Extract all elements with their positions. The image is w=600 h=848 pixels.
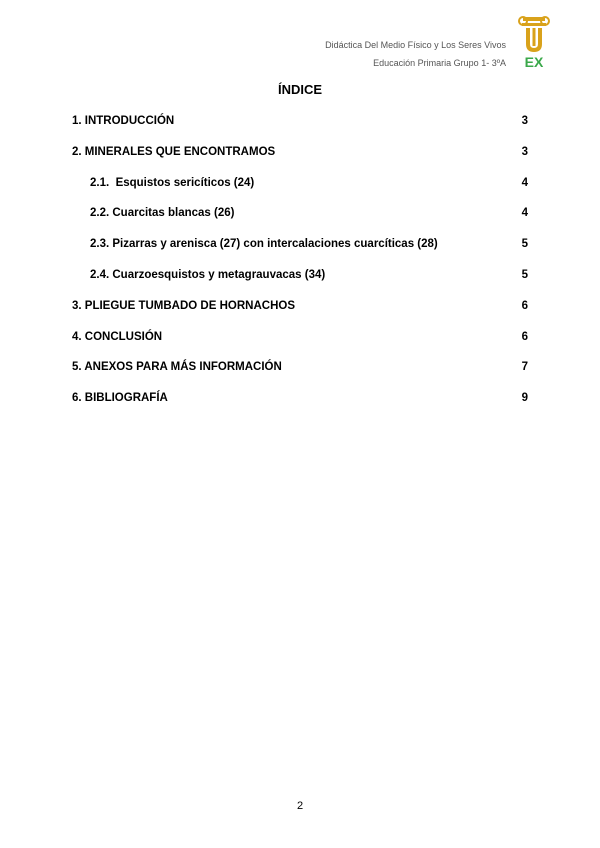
page-header: [325, 36, 506, 72]
toc-entry-page: 6: [521, 330, 528, 343]
header-group: Educación Primaria Grupo 1- 3ºA: [373, 58, 506, 68]
toc-entry-page: 5: [521, 238, 528, 251]
toc-entry-label: 3. PLIEGUE TUMBADO DE HORNACHOS: [72, 299, 295, 312]
toc-entry-page: 7: [521, 361, 528, 374]
toc-entry-page: 4: [521, 207, 528, 220]
toc-entry-label: 2.2. Cuarcitas blancas (26): [90, 207, 235, 220]
toc-entry[interactable]: [72, 300, 528, 331]
toc-entry[interactable]: [72, 115, 528, 146]
uex-logo-icon: [516, 14, 552, 70]
toc-entry-page: 3: [521, 145, 528, 158]
toc-entry[interactable]: [72, 331, 528, 362]
toc-entry-label: 2. MINERALES QUE ENCONTRAMOS: [72, 145, 276, 158]
toc-entry-page: 5: [521, 268, 528, 281]
header-course-title: Didáctica Del Medio Físico y Los Seres Vivos: [325, 40, 506, 50]
toc-entry-label: 2.1. Esquistos sericíticos (24): [90, 176, 255, 189]
toc-entry[interactable]: [72, 146, 528, 177]
toc-entry-label: 2.3. Pizarras y arenisca (27) con intercalaciones cuarcíticas (28): [90, 238, 438, 251]
toc-entry-label: 5. ANEXOS PARA MÁS INFORMACIÓN: [72, 361, 282, 374]
table-of-contents: [72, 115, 528, 423]
toc-entry-label: 1. INTRODUCCIÓN: [72, 115, 175, 127]
toc-subentry[interactable]: [72, 269, 528, 300]
toc-subentry[interactable]: [72, 207, 528, 238]
toc-entry-page: 6: [521, 299, 528, 312]
toc-entry-page: 3: [521, 115, 528, 127]
toc-entry-label: 4. CONCLUSIÓN: [72, 330, 163, 343]
page-title: ÍNDICE: [277, 82, 323, 97]
logo-text: EX: [524, 54, 544, 70]
toc-entry-page: 4: [521, 176, 528, 189]
toc-entry-label: 6. BIBLIOGRAFÍA: [72, 392, 168, 405]
toc-entry-label: 2.4. Cuarzoesquistos y metagrauvacas (34): [90, 268, 326, 281]
toc-subentry[interactable]: [72, 238, 528, 269]
toc-entry[interactable]: [72, 392, 528, 423]
toc-subentry[interactable]: [72, 177, 528, 208]
toc-entry-page: 9: [521, 392, 528, 405]
page-number: 2: [296, 800, 304, 812]
toc-entry[interactable]: [72, 361, 528, 392]
